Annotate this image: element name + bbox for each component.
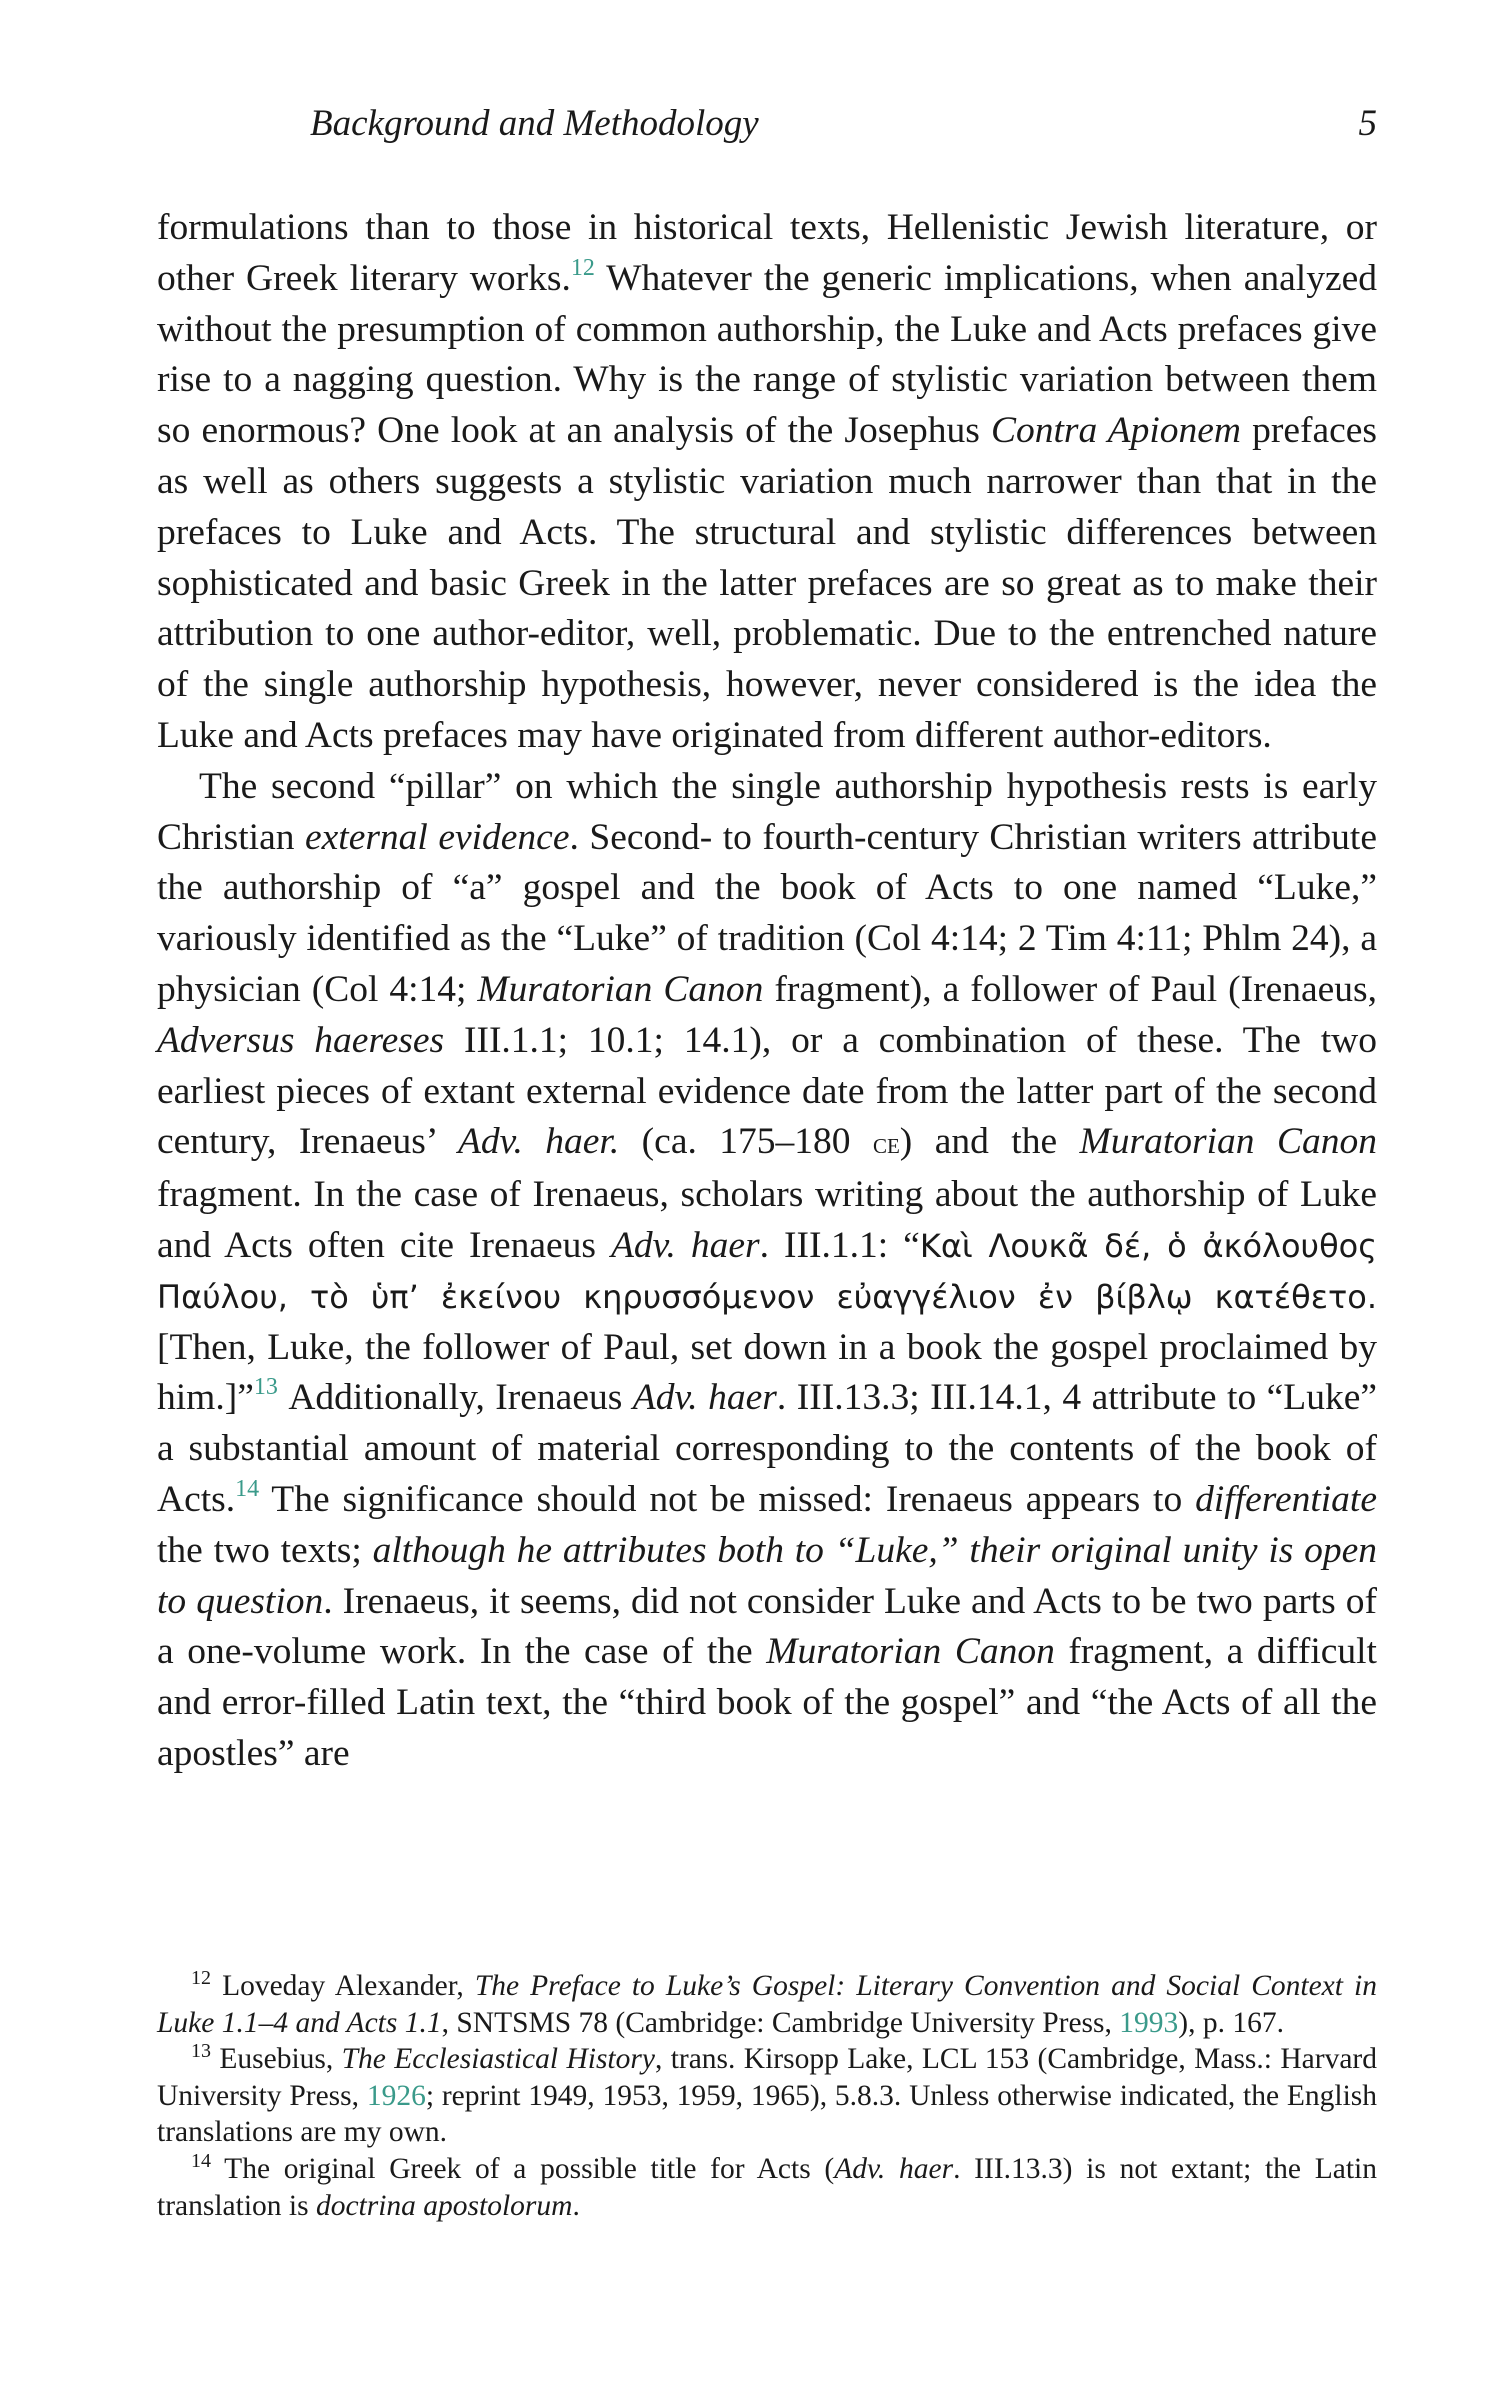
text-run: The original Greek of a possible title for Acts (	[211, 2152, 835, 2185]
footnote-number: 14	[191, 2149, 211, 2172]
year-link[interactable]: 1926	[366, 2079, 426, 2112]
text-run: . Second- to fourth-century Christian writers attribute the authorship of “a” gospel and the book of Acts to one named “Luke,” variously identified as the “Luke” of tradition (Col 4:14; 2 Tim 4:11; Phlm 24), a physician (Col 4:14;	[157, 816, 1377, 1010]
italic-title: Muratorian Canon	[1079, 1121, 1378, 1163]
italic-emphasis: although he attributes both to “Luke,” their original unity is open to question	[157, 1529, 1377, 1622]
text-run: Additionally, Irenaeus	[277, 1377, 633, 1419]
italic-title: Contra Apionem	[990, 410, 1241, 452]
text-run: fragment), a follower of Paul (Irenaeus,	[763, 968, 1377, 1010]
footnotes	[157, 1968, 1377, 2224]
text-run: (ca. 175–180	[619, 1121, 873, 1163]
text-run: Eusebius,	[211, 2043, 342, 2076]
italic-title: Adversus haereses	[157, 1019, 445, 1061]
text-run: Whatever the generic implications, when analyzed without the presumption of common authorship, the Luke and Acts prefaces give rise to a nagging question. Why is the range of stylistic variation between them so enormous? One look at an analysis of the Josephus	[157, 257, 1377, 452]
italic-title: The Ecclesiastical History	[341, 2043, 655, 2076]
text-run: formulations than to those in historical texts, Hellenistic Jewish literature, or other Greek literary works.	[157, 207, 1377, 299]
italic-title: Muratorian Canon	[766, 1631, 1055, 1673]
text-run: . III.1.1: “	[759, 1224, 920, 1266]
footnote-ref-14[interactable]: 14	[235, 1475, 260, 1502]
italic-title: Adv. haer	[632, 1377, 777, 1419]
italic-title: The Preface to Luke’s Gospel: Literary Convention and Social Context in Luke 1.1–4 and Acts 1.1	[157, 1970, 1377, 2039]
running-head: Background and Methodology	[310, 103, 759, 144]
footnote-number: 13	[191, 2040, 211, 2063]
text-run: . III.13.3; III.14.1, 4 attribute to “Luke” a substantial amount of material corresponding to the contents of the book of Acts.	[157, 1377, 1377, 1520]
footnote-13	[157, 2041, 1377, 2151]
body-text	[157, 203, 1377, 1780]
italic-title: Adv. haer	[834, 2152, 954, 2185]
footnote-ref-12[interactable]: 12	[570, 254, 595, 281]
year-link[interactable]: 1993	[1119, 2006, 1179, 2039]
italic-term: external evidence	[304, 816, 570, 858]
text-run: [Then, Luke, the follower of Paul, set down in a book the gospel proclaimed by him.]”	[157, 1326, 1377, 1419]
text-run: . Irenaeus, it seems, did not consider Luke and Acts to be two parts of a one-volume work. In the case of the	[157, 1580, 1377, 1673]
text-run: the two texts;	[157, 1529, 373, 1571]
page-number: 5	[1358, 103, 1377, 144]
text-run: III.1.1; 10.1; 14.1), or a combination of these. The two earliest pieces of extant external evidence date from the latter part of the second century, Irenaeus’	[157, 1019, 1377, 1163]
paragraph-1	[157, 203, 1377, 762]
text-run: . III.13.3) is not extant; the Latin translation is	[157, 2152, 1377, 2222]
footnote-14	[157, 2151, 1377, 2224]
text-run: fragment, a difficult and error-filled Latin text, the “third book of the gospel” and “the Acts of all the apostles” are	[157, 1631, 1377, 1774]
text-run: , SNTSMS 78 (Cambridge: Cambridge University Press,	[441, 2006, 1120, 2039]
text-run: The second “pillar” on which the single authorship hypothesis rests is early Christian	[157, 765, 1377, 858]
footnote-ref-13[interactable]: 13	[253, 1374, 278, 1401]
text-run: prefaces as well as others suggests a stylistic variation much narrower than that in the prefaces to Luke and Acts. The structural and stylistic differences between sophisticated and basic Greek in the latter prefaces are so great as to make their attribution to one author-editor, well, problematic. Due to the entrenched nature of the single authorship hypothesis, however, never considered is the idea the Luke and Acts prefaces may have originated from different author-editors.	[157, 410, 1377, 756]
text-run: .	[572, 2189, 580, 2222]
italic-title: Adv. haer.	[457, 1121, 620, 1163]
italic-emphasis: differentiate	[1195, 1478, 1377, 1520]
text-run: ; reprint 1949, 1953, 1959, 1965), 5.8.3. Unless otherwise indicated, the English translations are my own.	[157, 2079, 1378, 2149]
text-run: ), p. 167.	[1178, 2006, 1284, 2039]
text-run: ) and the	[899, 1121, 1080, 1163]
italic-title: Muratorian Canon	[477, 968, 764, 1010]
page-header	[157, 102, 1377, 152]
footnote-12	[157, 1968, 1377, 2041]
footnote-number: 12	[191, 1967, 211, 1989]
greek-quotation: Καὶ Λουκᾶ δέ, ὁ ἀκόλουθος Παύλου, τὸ ὑπ’ ἐκείνου κηρυσσόμενον εὐαγγέλιον ἐν βίβλῳ κατέθετο.	[157, 1226, 1377, 1316]
era-abbrev: ce	[872, 1127, 900, 1161]
italic-title: Adv. haer	[611, 1224, 760, 1266]
paragraph-2	[157, 762, 1377, 1780]
text-run: fragment. In the case of Irenaeus, scholars writing about the authorship of Luke and Acts often cite Irenaeus	[157, 1174, 1377, 1266]
italic-term: doctrina apostolorum	[315, 2189, 573, 2222]
text-run: Loveday Alexander,	[211, 1970, 475, 2002]
text-run: , trans. Kirsopp Lake, LCL 153 (Cambridge, Mass.: Harvard University Press,	[157, 2043, 1377, 2112]
text-run: The significance should not be missed: Irenaeus appears to	[259, 1478, 1196, 1520]
